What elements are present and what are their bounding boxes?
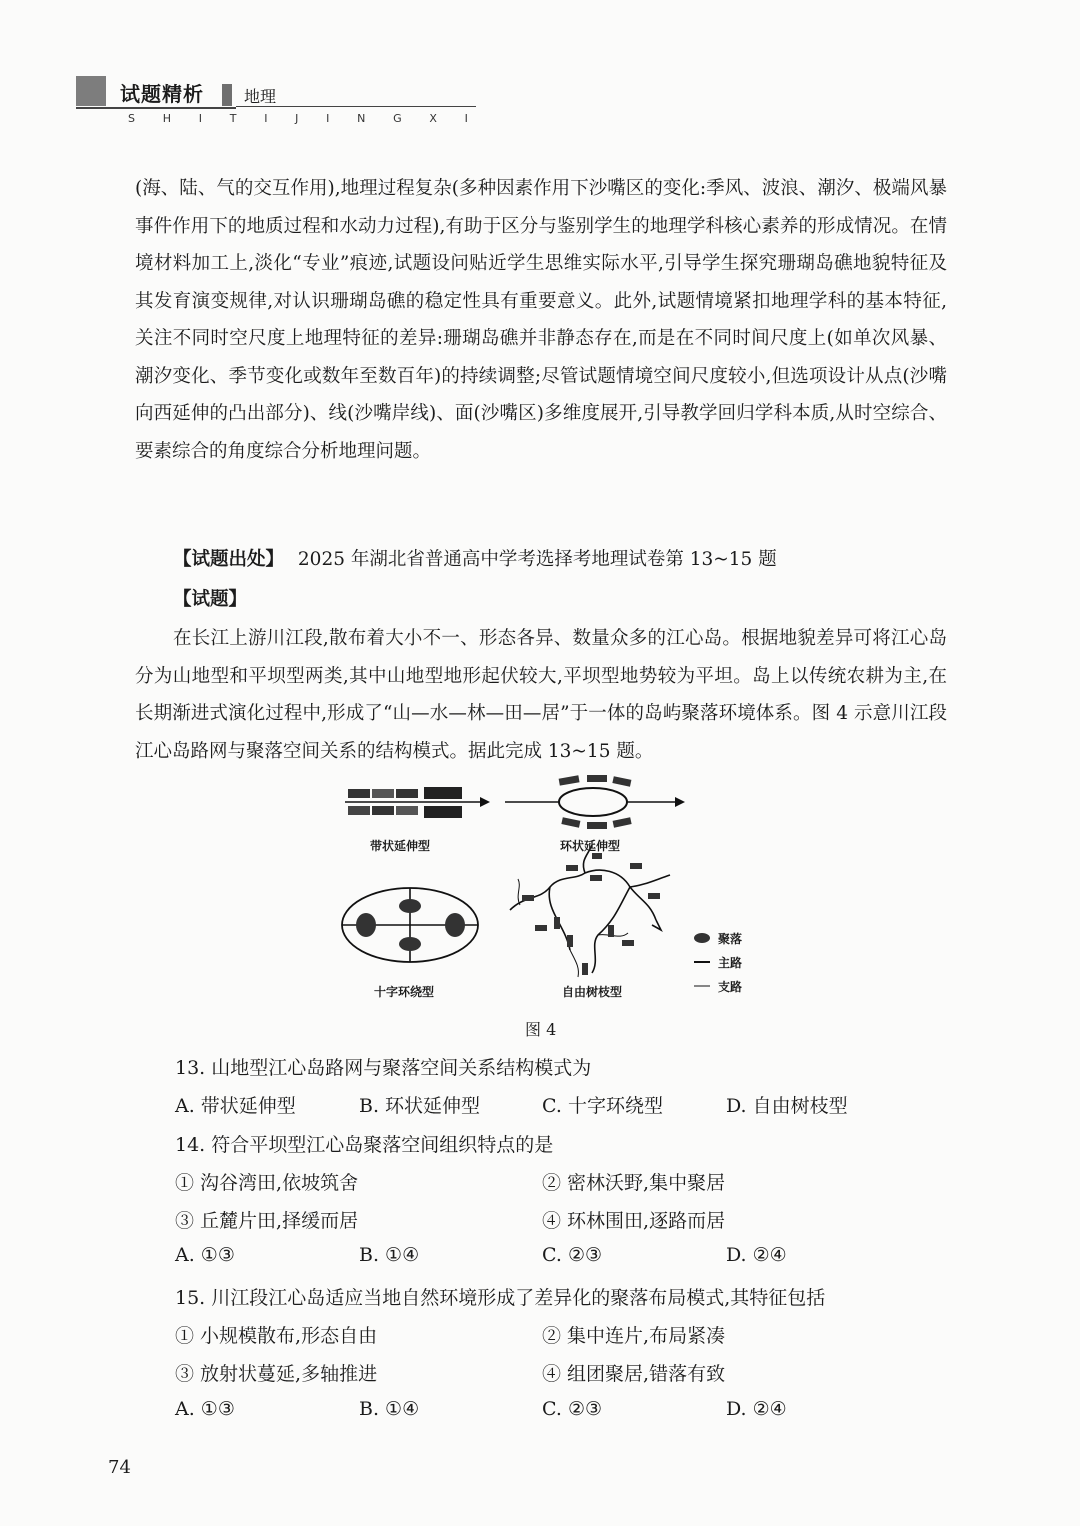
statement-3: ③ 放射状蔓延,多轴推进 (175, 1363, 378, 1385)
figure-caption: 图 4 (525, 1020, 557, 1039)
option-b[interactable]: B. ①④ (359, 1398, 420, 1420)
option-b[interactable]: B. 环状延伸型 (359, 1095, 481, 1117)
legend-settlement: 聚落 (718, 932, 743, 946)
statement-4: ④ 环林围田,逐路而居 (542, 1210, 726, 1232)
label-band-extension: 带状延伸型 (370, 839, 431, 853)
legend-branch-road: 支路 (718, 980, 743, 994)
statement-1: ① 沟谷湾田,依坡筑舍 (175, 1172, 359, 1194)
statement-4: ④ 组团聚居,错落有致 (542, 1363, 726, 1385)
legend-main-road: 主路 (718, 956, 743, 970)
question-15-stem: 15. 川江段江心岛适应当地自然环境形成了差异化的聚落布局模式,其特征包括 (175, 1287, 826, 1309)
pinyin-letter: G (393, 112, 402, 125)
figure-4 (330, 775, 760, 1020)
option-d[interactable]: D. ②④ (726, 1398, 787, 1420)
source-label: 【试题出处】 (173, 549, 285, 570)
label-cross-surround: 十字环绕型 (374, 985, 435, 999)
statement-3: ③ 丘麓片田,择缓而居 (175, 1210, 359, 1232)
intro-paragraph: (海、陆、气的交互作用),地理过程复杂(多种因素作用下沙嘴区的变化:季风、波浪、潮汐、极端风暴事件作用下的地质过程和水动力过程),有助于区分与鉴别学生的地理学科核心素养的形成情况。在情境材料加工上,淡化“专业”痕迹,试题设问贴近学生思维实际水平,引导学生探究珊瑚岛礁地貌特征及其发育演变规律,对认识珊瑚岛礁的稳定性具有重要意义。此外,试题情境紧扣地理学科的基本特征,关注不同时空尺度上地理特征的差异:珊瑚岛礁并非静态存在,而是在不同时间尺度上(如单次风暴、潮汐变化、季节变化或数年至数百年)的持续调整;尽管试题情境空间尺度较小,但选项设计从点(沙嘴向西延伸的凸出部分)、线(沙嘴岸线)、面(沙嘴区)多维度展开,引导教学回归学科本质,从时空综合、要素综合的角度综合分析地理问题。 (135, 178, 947, 462)
pinyin-letter: I (198, 112, 202, 125)
statement-2: ② 密林沃野,集中聚居 (542, 1172, 726, 1194)
statement-1: ① 小规模散布,形态自由 (175, 1325, 378, 1347)
option-a[interactable]: A. ①③ (175, 1244, 235, 1266)
question-heading: 【试题】 (173, 589, 248, 610)
pinyin-letter: J (295, 112, 299, 125)
statement-2: ② 集中连片,布局紧凑 (542, 1325, 726, 1347)
question-source (173, 545, 777, 571)
header-pinyin (128, 112, 468, 125)
option-b[interactable]: B. ①④ (359, 1244, 420, 1266)
cross-surround-diagram (342, 888, 478, 962)
option-c[interactable]: C. ②③ (542, 1398, 603, 1420)
option-d[interactable]: D. 自由树枝型 (726, 1095, 848, 1117)
label-free-branch: 自由树枝型 (562, 985, 623, 999)
band-extension-diagram (345, 787, 490, 818)
option-c[interactable]: C. 十字环绕型 (542, 1095, 663, 1117)
page-number: 74 (108, 1457, 131, 1478)
figure-legend (694, 933, 710, 986)
header-rule-thick (76, 107, 236, 109)
header-title: 试题精析 (120, 82, 204, 106)
question-stem: 在长江上游川江段,散布着大小不一、形态各异、数量众多的江心岛。根据地貌差异可将江心岛分为山地型和平坝型两类,其中山地型地形起伏较大,平坝型地势较为平坦。岛上以传统农耕为主,在长期渐进式演化过程中,形成了“山—水—林—田—居”于一体的岛屿聚落环境体系。图 4 示意川江段江心岛路网与聚落空间关系的结构模式。据此完成 13~15 题。 (135, 628, 947, 762)
option-c[interactable]: C. ②③ (542, 1244, 603, 1266)
option-d[interactable]: D. ②④ (726, 1244, 787, 1266)
label-ring-extension: 环状延伸型 (560, 839, 621, 853)
option-a[interactable]: A. ①③ (175, 1398, 235, 1420)
pinyin-letter: S (128, 112, 135, 125)
pinyin-letter: I (326, 112, 330, 125)
pinyin-letter: I (464, 112, 468, 125)
option-a[interactable]: A. 带状延伸型 (175, 1095, 296, 1117)
pinyin-letter: T (229, 112, 237, 125)
pinyin-letter: I (264, 112, 268, 125)
header-subject: 地理 (244, 87, 277, 106)
header-decoration-block (76, 76, 106, 106)
question-13-stem: 13. 山地型江心岛路网与聚落空间关系结构模式为 (175, 1057, 592, 1079)
free-branch-diagram (510, 845, 670, 977)
header-rule-thin (236, 106, 476, 107)
source-text: 2025 年湖北省普通高中学考选择考地理试卷第 13~15 题 (297, 549, 777, 570)
header-subject-marker (222, 84, 232, 106)
pinyin-letter: N (357, 112, 366, 125)
pinyin-letter: H (162, 112, 171, 125)
question-14-stem: 14. 符合平坝型江心岛聚落空间组织特点的是 (175, 1134, 554, 1156)
ring-extension-diagram (505, 775, 685, 829)
pinyin-letter: X (429, 112, 437, 125)
